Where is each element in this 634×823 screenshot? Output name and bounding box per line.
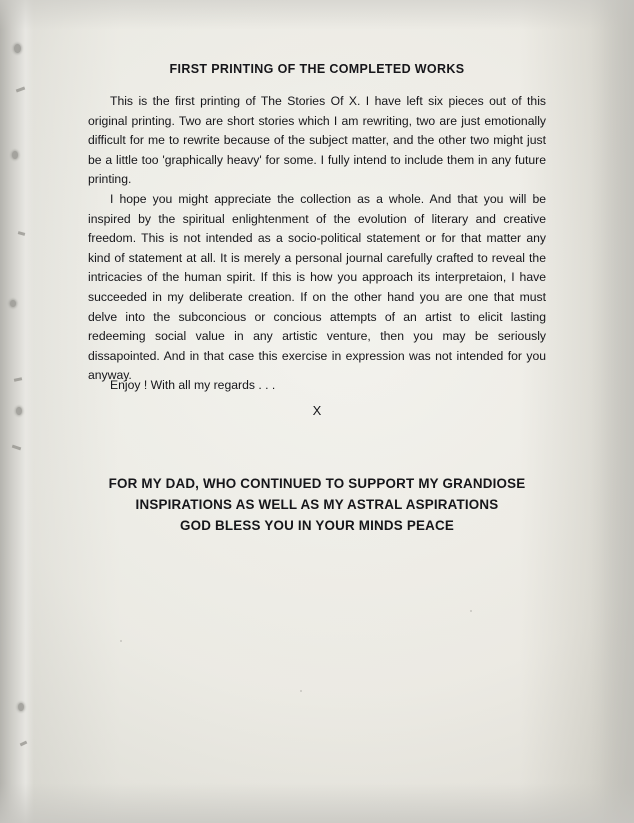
paragraph-3-block	[88, 376, 546, 396]
dedication-line-2: INSPIRATIONS AS WELL AS MY ASTRAL ASPIRATIONS	[135, 497, 499, 512]
paragraph-2-block	[88, 190, 546, 386]
dedication-line-3: GOD BLESS YOU IN YOUR MINDS PEACE	[180, 518, 454, 533]
dedication-block	[60, 473, 574, 536]
paragraph-3: Enjoy ! With all my regards . . .	[110, 378, 276, 392]
author-signature: X	[312, 403, 322, 418]
paragraph-2: I hope you might appreciate the collection as a whole. And that you will be inspired by the spiritual enlightenment of the evolution of literary and creative freedom. This is not intended as a socio-political statement or for that matter any kind of statement at all. It is merely a personal journal carefully crafted to reveal the intricacies of the human spirit. If this is how you approach its interpretaion, I have succeeded in my deliberate creation. If on the other hand you are one that must delve into the subconcious or concious attempts of an artist to elicit lasting redeeming social value in any artistic venture, then you may be seriously dissapointed. And in that case this exercise in expression was not intended for you anyway.	[88, 192, 546, 383]
paragraph-1-block	[88, 92, 546, 190]
page-title: FIRST PRINTING OF THE COMPLETED WORKS	[169, 62, 465, 76]
paragraph-1: This is the first printing of The Stories Of X. I have left six pieces out of this original printing. Two are short stories which I am rewriting, two are just emotionally difficult for me to rewrite because of the subject matter, and the other two might just be a little too 'graphically heavy' for some. I fully intend to include them in any future printing.	[88, 94, 546, 187]
dedication-line-1: FOR MY DAD, WHO CONTINUED TO SUPPORT MY GRANDIOSE	[108, 476, 526, 491]
